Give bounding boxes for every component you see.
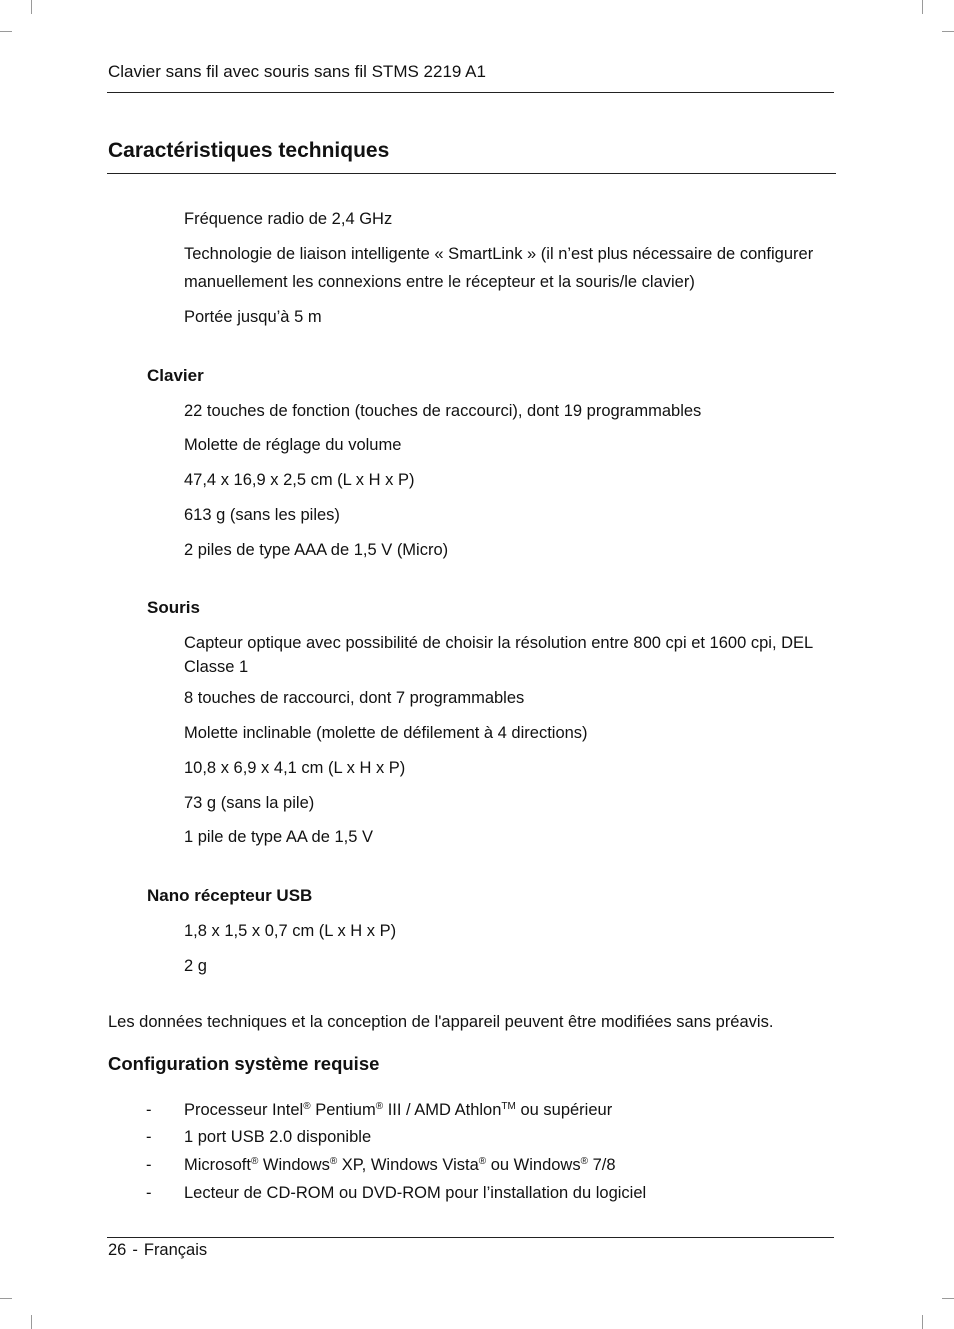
spec-line: 1,8 x 1,5 x 0,7 cm (L x H x P) [184,922,397,940]
spec-line: Portée jusqu’à 5 m [184,308,322,326]
spec-line: 2 g [184,957,207,975]
list-item: Lecteur de CD-ROM ou DVD-ROM pour l’installation du logiciel [184,1184,647,1202]
footer-rule [107,1237,834,1238]
spec-line: Capteur optique avec possibilité de choisir la résolution entre 800 cpi et 1600 cpi, DEL [184,634,814,652]
spec-line: 613 g (sans les piles) [184,506,340,524]
list-item: Processeur Intel® Pentium® III / AMD Athlon™ ou supérieur [184,1101,613,1119]
section-rule [107,173,836,174]
header-rule [107,92,834,93]
spec-line: manuellement les connexions entre le récepteur et la souris/le clavier) [184,273,695,291]
crop-mark [922,0,923,14]
list-dash: - [146,1156,152,1174]
crop-mark [942,31,954,32]
spec-line: Technologie de liaison intelligente « SmartLink » (il n’est plus nécessaire de configurer [184,245,814,263]
spec-line: 22 touches de fonction (touches de raccourci), dont 19 programmables [184,402,702,420]
crop-mark [0,31,12,32]
crop-mark [922,1315,923,1329]
list-dash: - [146,1101,152,1119]
subsection-heading-clavier: Clavier [147,366,204,385]
list-dash: - [146,1128,152,1146]
spec-line: 73 g (sans la pile) [184,794,315,812]
spec-line: Fréquence radio de 2,4 GHz [184,210,393,228]
spec-line: 1 pile de type AA de 1,5 V [184,828,373,846]
list-dash: - [146,1184,152,1202]
spec-line: Molette de réglage du volume [184,436,402,454]
spec-line: 8 touches de raccourci, dont 7 programmables [184,689,525,707]
page-number: 26 [108,1241,127,1259]
subsection-heading-nano: Nano récepteur USB [147,886,313,905]
list-item: Microsoft® Windows® XP, Windows Vista® ou Windows® 7/8 [184,1156,616,1174]
crop-mark [31,0,32,14]
spec-line: 10,8 x 6,9 x 4,1 cm (L x H x P) [184,759,406,777]
spec-line: Molette inclinable (molette de défilement à 4 directions) [184,724,588,742]
crop-mark [0,1298,12,1299]
spec-line: 47,4 x 16,9 x 2,5 cm (L x H x P) [184,471,415,489]
running-header: Clavier sans fil avec souris sans fil STMS 2219 A1 [108,62,486,81]
subsection-heading-souris: Souris [147,598,200,617]
spec-line: 2 piles de type AAA de 1,5 V (Micro) [184,541,449,559]
spec-line: Classe 1 [184,658,249,676]
footer-language: Français [143,1241,208,1259]
disclaimer-note: Les données techniques et la conception de l'appareil peuvent être modifiées sans préavis. [108,1013,774,1031]
section-title: Caractéristiques techniques [108,139,390,162]
crop-mark [31,1315,32,1329]
crop-mark [942,1298,954,1299]
page-footer: 26 - Français [108,1241,208,1259]
list-item: 1 port USB 2.0 disponible [184,1128,372,1146]
config-heading: Configuration système requise [108,1053,380,1074]
